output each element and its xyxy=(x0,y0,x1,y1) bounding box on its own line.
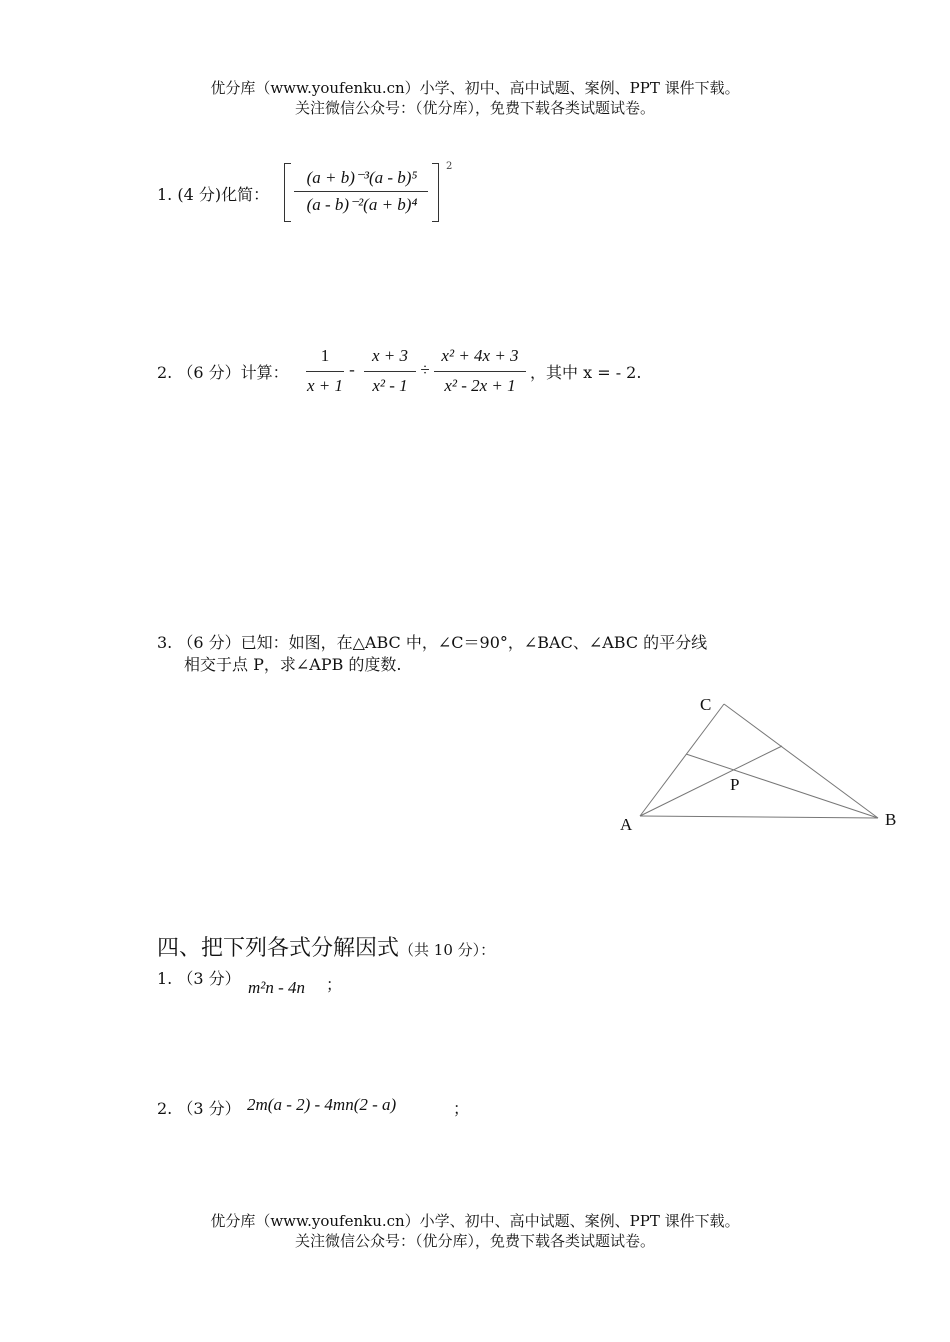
right-bracket xyxy=(432,163,439,222)
section-4-title: 四、把下列各式分解因式 xyxy=(157,936,400,961)
q1-expression xyxy=(284,163,442,221)
s4-p2-expression: 2m(a - 2) - 4mn(2 - a) xyxy=(247,1095,397,1114)
q1-fraction-bar xyxy=(294,191,428,192)
section-4-heading xyxy=(157,931,495,962)
q2-label: 2. （6 分）计算： xyxy=(157,363,289,382)
q1-outer-exponent: 2 xyxy=(446,161,453,172)
label-b: B xyxy=(885,810,897,829)
s4-p1-expression: m²n - 4n xyxy=(248,978,306,997)
triangle-figure xyxy=(600,690,920,840)
header-line-1: 优分库（www.youfenku.cn）小学、初中、高中试题、案例、PPT 课件下载。 xyxy=(210,79,740,97)
q2-frac2-bar xyxy=(364,371,416,372)
side-ab xyxy=(640,816,878,818)
footer-line-1: 优分库（www.youfenku.cn）小学、初中、高中试题、案例、PPT 课件下载。 xyxy=(210,1212,740,1230)
q2-suffix: ，其中 x = - 2. xyxy=(530,363,642,382)
bisector-a xyxy=(640,746,782,816)
q2-frac3-bar xyxy=(434,371,526,372)
q2-frac3-num: x² + 4x + 3 xyxy=(441,346,519,365)
s4-p2-label: 2. （3 分） xyxy=(157,1099,241,1118)
section-4-score: （共 10 分）： xyxy=(399,941,496,959)
label-p: P xyxy=(730,775,740,794)
q2-frac1-den: x + 1 xyxy=(306,376,344,395)
q3-line-1: 3. （6 分）已知：如图，在△ABC 中，∠C＝90°，∠BAC、∠ABC 的平分线 xyxy=(157,633,708,652)
q1-label: 1. (4 分)化简： xyxy=(157,185,270,204)
q2-frac2-num: x + 3 xyxy=(371,346,409,365)
q2-divide: ÷ xyxy=(420,360,430,379)
header-line-2: 关注微信公众号：（优分库），免费下载各类试题试卷。 xyxy=(294,99,655,117)
q2-frac1-bar xyxy=(306,371,344,372)
s4-p1-label: 1. （3 分） xyxy=(157,969,241,988)
label-c: C xyxy=(700,695,712,714)
left-bracket xyxy=(284,163,291,222)
side-ac xyxy=(640,704,724,816)
label-a: A xyxy=(620,815,633,834)
footer-line-2: 关注微信公众号：（优分库），免费下载各类试题试卷。 xyxy=(294,1232,655,1250)
q2-frac2-den: x² - 1 xyxy=(372,376,408,395)
q2-frac1-num: 1 xyxy=(320,346,330,365)
q1-numerator: (a + b)⁻³(a - b)⁵ xyxy=(306,168,418,187)
q3-line-2: 相交于点 P，求∠APB 的度数. xyxy=(184,655,402,674)
q2-frac3-den: x² - 2x + 1 xyxy=(444,376,516,395)
side-cb xyxy=(724,704,878,818)
bisector-b xyxy=(686,754,878,818)
q2-minus: - xyxy=(349,360,355,379)
s4-p2-tail: ； xyxy=(453,1099,470,1118)
s4-p1-tail: ； xyxy=(326,975,343,994)
q1-denominator: (a - b)⁻²(a + b)⁴ xyxy=(306,195,418,214)
